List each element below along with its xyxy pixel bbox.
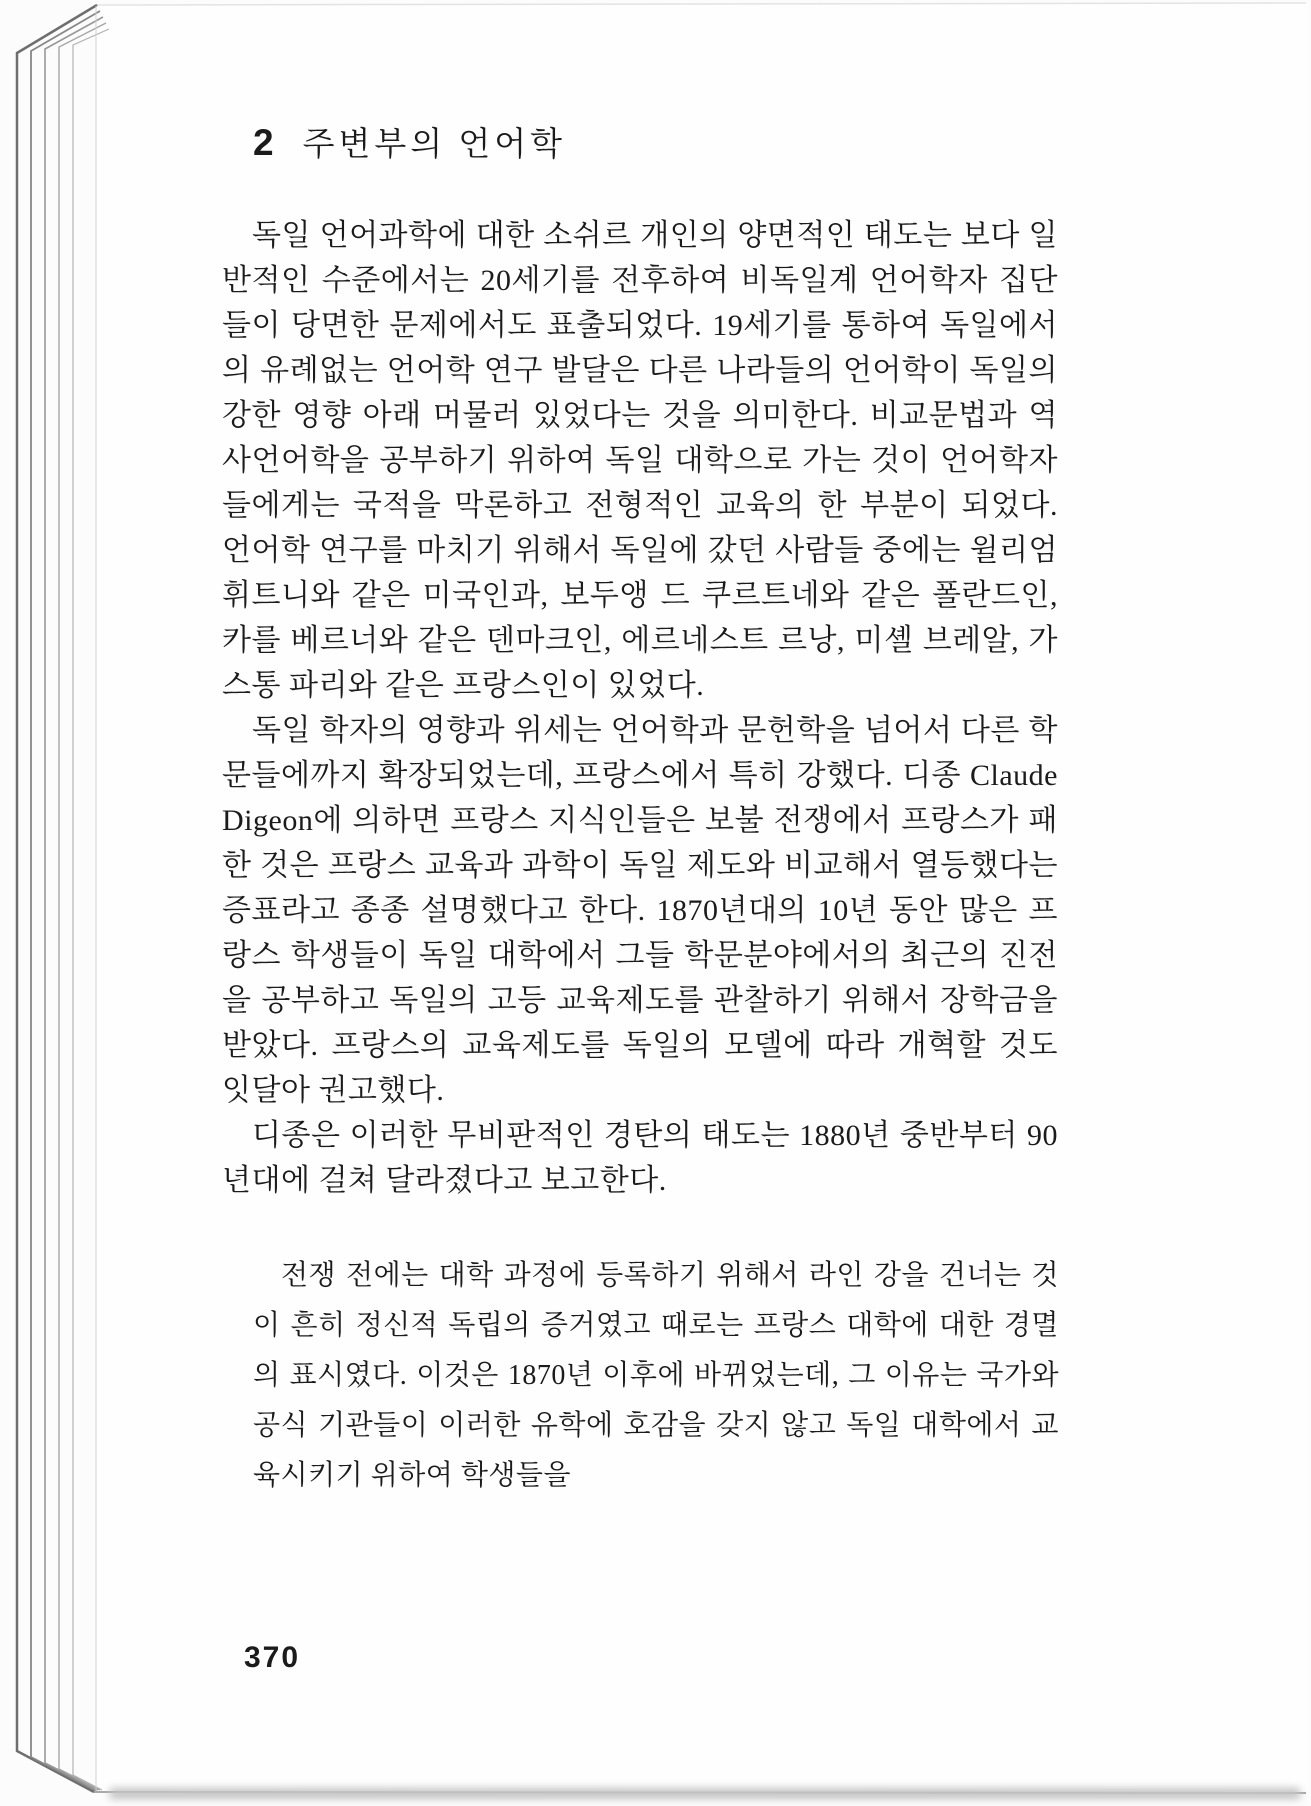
chapter-heading bbox=[253, 118, 1058, 165]
block-quote: 전쟁 전에는 대학 과정에 등록하기 위해서 라인 강을 건너는 것이 흔히 정신적 독립의 증거였고 때로는 프랑스 대학에 대한 경멸의 표시였다. 이것은 1870년 이후에 바뀌었는데, 그 이유는 국가와 공식 기관들이 이러한 유학에 호감을 갖지 않고 독일 대학에서 교육시키기 위하여 학생들을 bbox=[253, 1260, 1059, 1491]
page-number: 370 bbox=[244, 1641, 301, 1674]
body-paragraph-2: 독일 학자의 영향과 위세는 언어학과 문헌학을 넘어서 다른 학문들에까지 확장되었는데, 프랑스에서 특히 강했다. 디종 Claude Digeon에 의하면 프랑스 지식인들은 보불 전쟁에서 프랑스가 패한 것은 프랑스 교육과 과학이 독일 제도와 비교해서 열등했다는 증표라고 종종 설명했다고 한다. 1870년대의 10년 동안 많은 프랑스 학생들이 독일 대학에서 그들 학문분야에서의 최근의 진전을 공부하고 독일의 고등 교육제도를 관찰하기 위해서 장학금을 받았다. 프랑스의 교육제도를 독일의 모델에 따라 개혁할 것도 잇달아 권고했다. bbox=[222, 714, 1058, 1107]
body-paragraph-3: 디종은 이러한 무비판적인 경탄의 태도는 1880년 중반부터 90년대에 걸쳐 달라졌다고 보고한다. bbox=[222, 1119, 1058, 1197]
chapter-title: 주변부의 언어학 bbox=[302, 127, 566, 163]
page-bottom-shadow bbox=[110, 1788, 1300, 1799]
page-content bbox=[222, 118, 1058, 1501]
chapter-number: 2 bbox=[253, 122, 275, 163]
body-paragraph-1: 독일 언어과학에 대한 소쉬르 개인의 양면적인 태도는 보다 일반적인 수준에서는 20세기를 전후하여 비독일계 언어학자 집단들이 당면한 문제에서도 표출되었다. 19세기를 통하여 독일에서의 유례없는 언어학 연구 발달은 다른 나라들의 언어학이 독일의 강한 영향 아래 머물러 있었다는 것을 의미한다. 비교문법과 역사언어학을 공부하기 위하여 독일 대학으로 가는 것이 언어학자들에게는 국적을 막론하고 전형적인 교육의 한 부분이 되었다. 언어학 연구를 마치기 위해서 독일에 갔던 사람들 중에는 윌리엄 휘트니와 같은 미국인과, 보두앵 드 쿠르트네와 같은 폴란드인, 카를 베르너와 같은 덴마크인, 에르네스트 르낭, 미셸 브레알, 가스통 파리와 같은 프랑스인이 있었다. bbox=[222, 219, 1058, 702]
